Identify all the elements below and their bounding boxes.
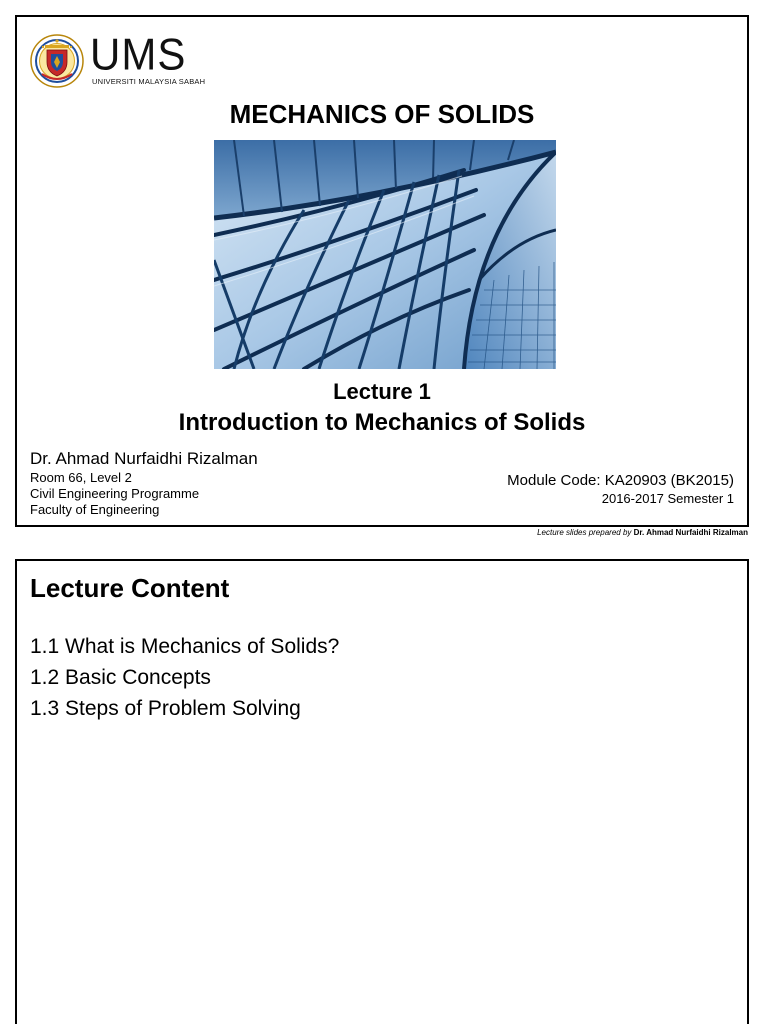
hero-image bbox=[214, 140, 556, 369]
logo-subtitle: UNIVERSITI MALAYSIA SABAH bbox=[92, 77, 206, 86]
content-list bbox=[30, 631, 339, 724]
course-title: MECHANICS OF SOLIDS bbox=[229, 99, 535, 129]
canopy-illustration bbox=[214, 140, 556, 369]
list-item: 1.3 Steps of Problem Solving bbox=[30, 697, 301, 720]
lecturer-name: Dr. Ahmad Nurfaidhi Rizalman bbox=[30, 449, 258, 468]
list-item: 1.2 Basic Concepts bbox=[30, 666, 211, 689]
list-item: 1.1 What is Mechanics of Solids? bbox=[30, 635, 340, 658]
semester: 2016-2017 Semester 1 bbox=[601, 491, 734, 506]
programme-info: Civil Engineering Programme bbox=[30, 486, 200, 501]
faculty-info: Faculty of Engineering bbox=[30, 502, 160, 517]
ums-logo bbox=[30, 29, 206, 90]
lecture-number: Lecture 1 bbox=[333, 379, 431, 404]
content-slide bbox=[15, 559, 749, 1024]
title-slide bbox=[15, 15, 749, 527]
content-heading: Lecture Content bbox=[30, 573, 230, 603]
ums-crest-icon bbox=[30, 34, 84, 88]
credit-prefix: Lecture slides prepared by bbox=[537, 528, 634, 537]
credit-author: Dr. Ahmad Nurfaidhi Rizalman bbox=[633, 528, 748, 537]
lecture-title: Introduction to Mechanics of Solids bbox=[178, 409, 586, 436]
slide-credit bbox=[537, 528, 748, 537]
logo-wordmark: UMS bbox=[90, 29, 187, 80]
room-info: Room 66, Level 2 bbox=[30, 470, 132, 485]
module-code: Module Code: KA20903 (BK2015) bbox=[507, 472, 734, 489]
